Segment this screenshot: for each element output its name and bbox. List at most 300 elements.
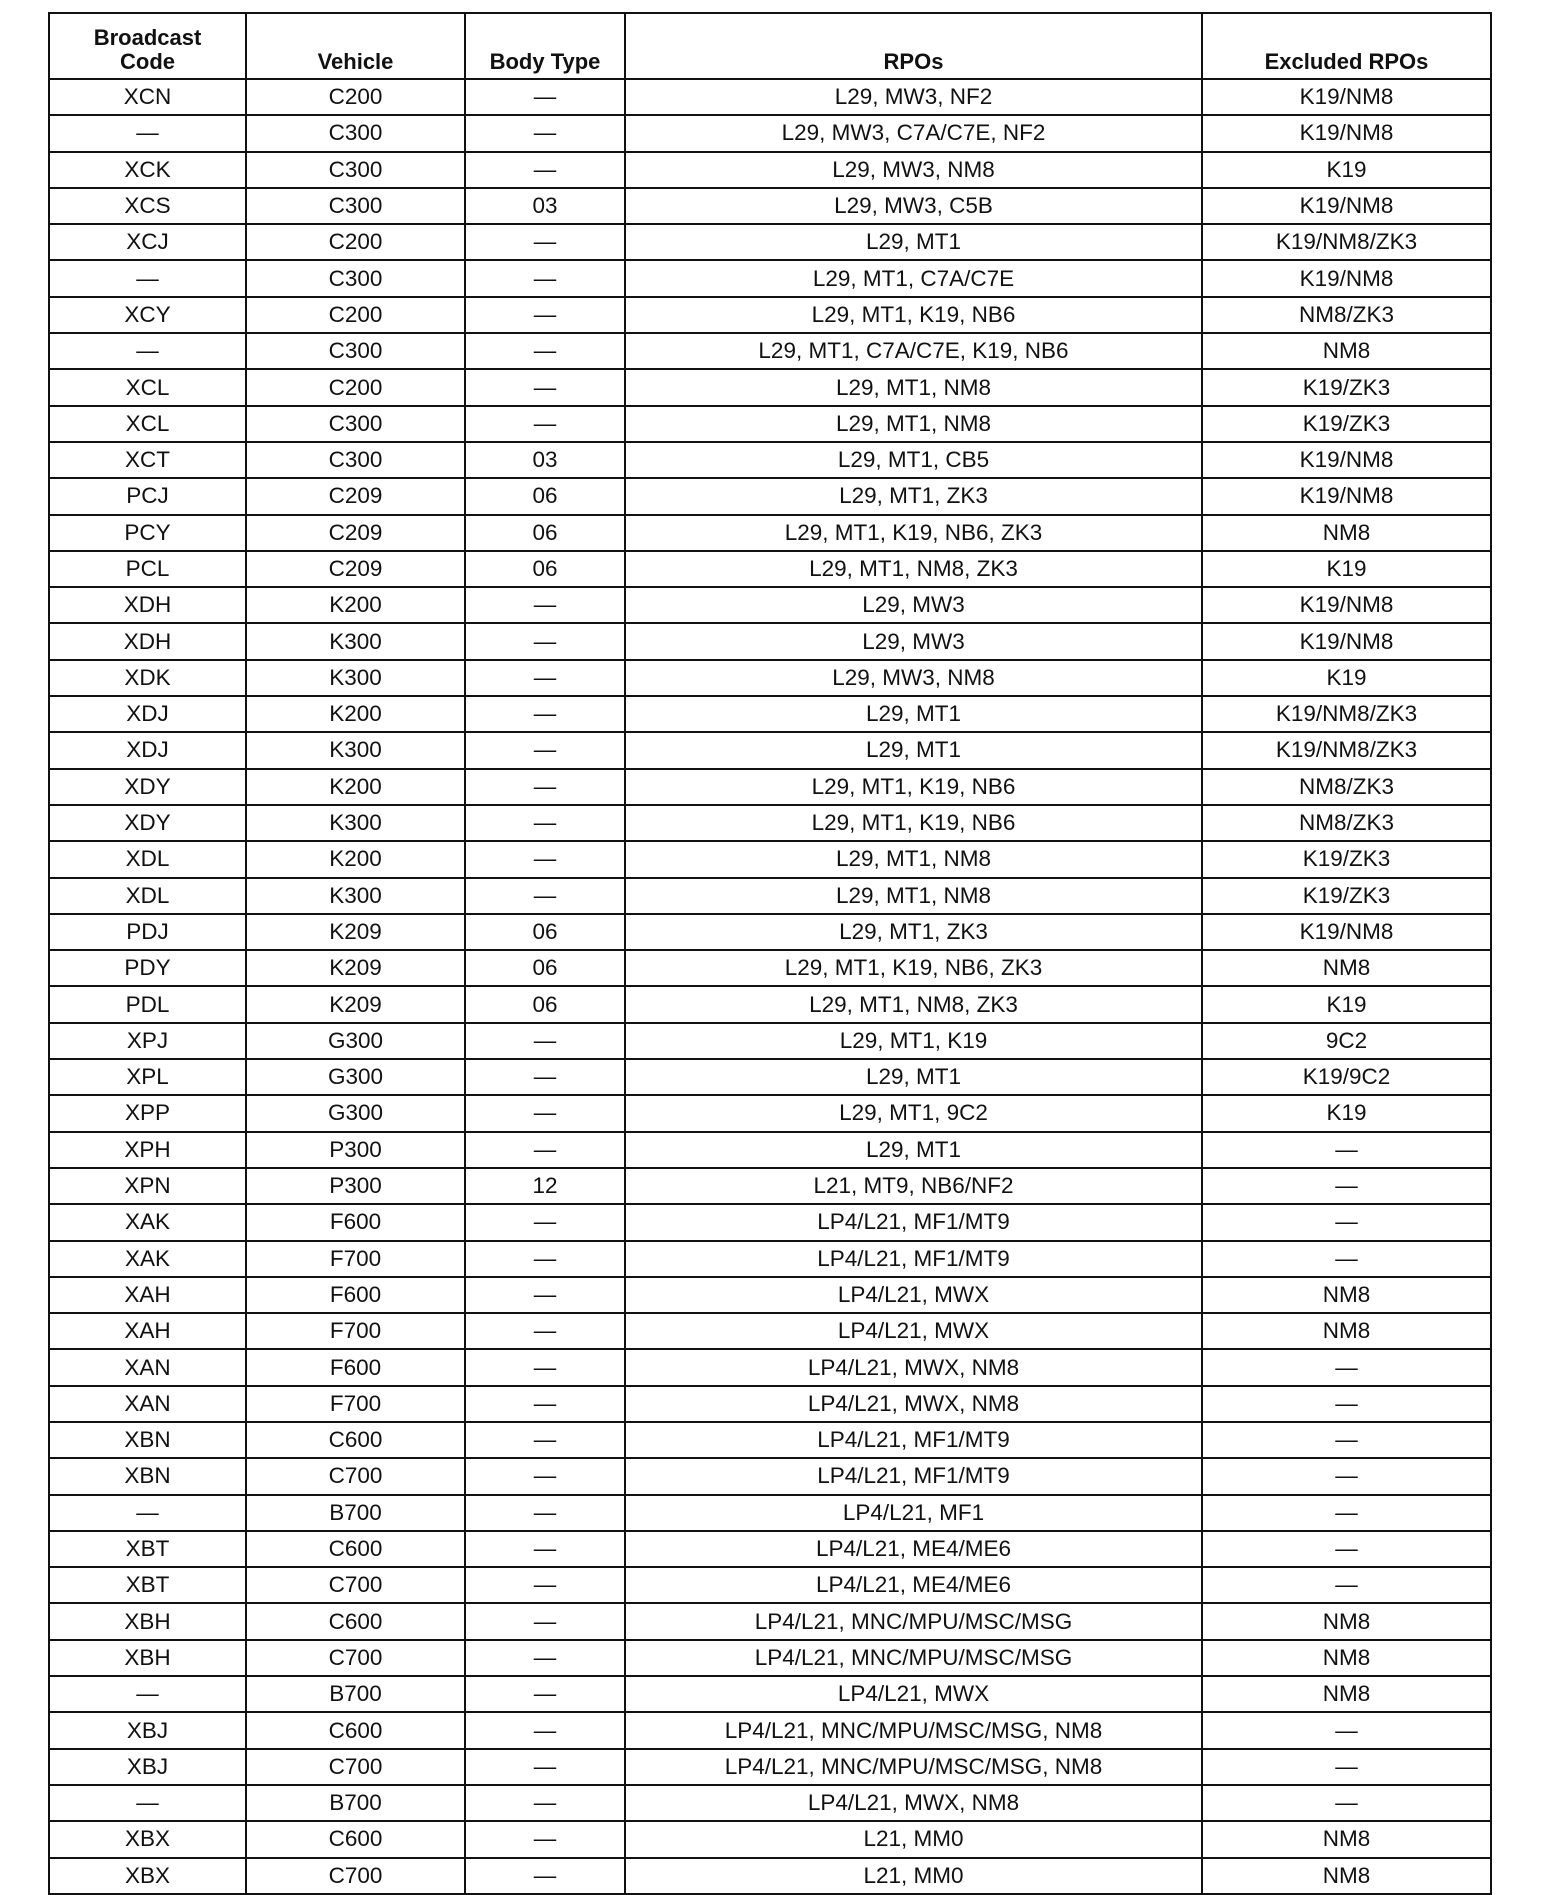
cell-body-type: 06: [465, 986, 625, 1022]
cell-excluded-rpos: —: [1202, 1349, 1491, 1385]
cell-body-type: —: [465, 152, 625, 188]
table-row: [49, 442, 1491, 478]
table-row: [49, 406, 1491, 442]
cell-body-type: 06: [465, 515, 625, 551]
cell-excluded-rpos: —: [1202, 1495, 1491, 1531]
cell-broadcast-code: —: [49, 115, 246, 151]
cell-broadcast-code: XBX: [49, 1858, 246, 1894]
cell-rpos: LP4/L21, MF1: [625, 1495, 1202, 1531]
cell-rpos: L29, MT1, NM8: [625, 841, 1202, 877]
cell-broadcast-code: —: [49, 1676, 246, 1712]
cell-excluded-rpos: NM8: [1202, 1821, 1491, 1857]
cell-vehicle: F600: [246, 1277, 465, 1313]
table-row: [49, 1168, 1491, 1204]
cell-vehicle: G300: [246, 1059, 465, 1095]
table-row: [49, 1531, 1491, 1567]
cell-broadcast-code: XAK: [49, 1204, 246, 1240]
cell-broadcast-code: —: [49, 1785, 246, 1821]
cell-excluded-rpos: —: [1202, 1458, 1491, 1494]
cell-body-type: —: [465, 623, 625, 659]
cell-excluded-rpos: K19/NM8/ZK3: [1202, 696, 1491, 732]
table-body: [49, 79, 1491, 1894]
cell-body-type: —: [465, 1132, 625, 1168]
cell-body-type: —: [465, 1241, 625, 1277]
cell-excluded-rpos: K19/NM8/ZK3: [1202, 732, 1491, 768]
cell-rpos: LP4/L21, MWX: [625, 1313, 1202, 1349]
cell-rpos: L29, MT1: [625, 732, 1202, 768]
cell-vehicle: G300: [246, 1095, 465, 1131]
cell-broadcast-code: XAH: [49, 1313, 246, 1349]
cell-excluded-rpos: —: [1202, 1204, 1491, 1240]
cell-body-type: —: [465, 1313, 625, 1349]
cell-broadcast-code: XDH: [49, 587, 246, 623]
cell-rpos: L29, MW3: [625, 587, 1202, 623]
cell-body-type: —: [465, 769, 625, 805]
cell-broadcast-code: XCJ: [49, 224, 246, 260]
cell-excluded-rpos: NM8: [1202, 1313, 1491, 1349]
table-row: [49, 587, 1491, 623]
cell-rpos: L29, MT1, NM8, ZK3: [625, 551, 1202, 587]
cell-vehicle: C300: [246, 442, 465, 478]
header-excluded-rpos: Excluded RPOs: [1202, 13, 1491, 79]
cell-excluded-rpos: K19/ZK3: [1202, 841, 1491, 877]
table-row: [49, 841, 1491, 877]
cell-excluded-rpos: NM8: [1202, 1676, 1491, 1712]
cell-vehicle: C700: [246, 1567, 465, 1603]
cell-rpos: LP4/L21, ME4/ME6: [625, 1531, 1202, 1567]
table-row: [49, 152, 1491, 188]
cell-vehicle: C200: [246, 297, 465, 333]
cell-vehicle: C700: [246, 1640, 465, 1676]
cell-rpos: L29, MW3: [625, 623, 1202, 659]
cell-body-type: —: [465, 1458, 625, 1494]
cell-excluded-rpos: —: [1202, 1567, 1491, 1603]
cell-body-type: —: [465, 1712, 625, 1748]
cell-vehicle: C200: [246, 369, 465, 405]
cell-excluded-rpos: K19/NM8: [1202, 442, 1491, 478]
cell-vehicle: K209: [246, 986, 465, 1022]
cell-body-type: —: [465, 1495, 625, 1531]
table-row: [49, 623, 1491, 659]
cell-body-type: —: [465, 297, 625, 333]
cell-excluded-rpos: —: [1202, 1422, 1491, 1458]
cell-broadcast-code: XCS: [49, 188, 246, 224]
cell-body-type: —: [465, 1785, 625, 1821]
cell-broadcast-code: XDY: [49, 769, 246, 805]
cell-body-type: —: [465, 260, 625, 296]
rpo-table: [48, 12, 1492, 1895]
cell-vehicle: C600: [246, 1531, 465, 1567]
cell-rpos: L29, MT1, ZK3: [625, 478, 1202, 514]
cell-rpos: L21, MM0: [625, 1858, 1202, 1894]
cell-vehicle: C209: [246, 515, 465, 551]
cell-rpos: L29, MT1, K19: [625, 1023, 1202, 1059]
cell-excluded-rpos: K19/ZK3: [1202, 406, 1491, 442]
cell-broadcast-code: XCL: [49, 406, 246, 442]
cell-broadcast-code: XBJ: [49, 1712, 246, 1748]
cell-vehicle: C600: [246, 1603, 465, 1639]
cell-body-type: —: [465, 224, 625, 260]
header-body-type: Body Type: [465, 13, 625, 79]
cell-excluded-rpos: —: [1202, 1132, 1491, 1168]
cell-vehicle: K300: [246, 623, 465, 659]
cell-body-type: —: [465, 1676, 625, 1712]
cell-vehicle: K200: [246, 696, 465, 732]
cell-excluded-rpos: —: [1202, 1749, 1491, 1785]
cell-rpos: L21, MT9, NB6/NF2: [625, 1168, 1202, 1204]
cell-broadcast-code: XBJ: [49, 1749, 246, 1785]
cell-excluded-rpos: K19: [1202, 1095, 1491, 1131]
cell-body-type: —: [465, 1023, 625, 1059]
cell-excluded-rpos: NM8/ZK3: [1202, 297, 1491, 333]
cell-broadcast-code: XAN: [49, 1386, 246, 1422]
cell-body-type: 03: [465, 188, 625, 224]
table-row: [49, 551, 1491, 587]
table-row: [49, 1458, 1491, 1494]
cell-excluded-rpos: K19/NM8: [1202, 478, 1491, 514]
cell-broadcast-code: XBX: [49, 1821, 246, 1857]
cell-excluded-rpos: —: [1202, 1712, 1491, 1748]
cell-rpos: LP4/L21, MWX, NM8: [625, 1785, 1202, 1821]
cell-body-type: 06: [465, 950, 625, 986]
cell-excluded-rpos: —: [1202, 1531, 1491, 1567]
cell-broadcast-code: PCJ: [49, 478, 246, 514]
cell-vehicle: K209: [246, 950, 465, 986]
cell-broadcast-code: XPH: [49, 1132, 246, 1168]
cell-excluded-rpos: NM8/ZK3: [1202, 805, 1491, 841]
cell-rpos: L21, MM0: [625, 1821, 1202, 1857]
cell-rpos: L29, MT1, ZK3: [625, 914, 1202, 950]
table-row: [49, 986, 1491, 1022]
cell-excluded-rpos: K19/NM8/ZK3: [1202, 224, 1491, 260]
cell-excluded-rpos: NM8: [1202, 1640, 1491, 1676]
cell-vehicle: B700: [246, 1676, 465, 1712]
cell-body-type: —: [465, 1858, 625, 1894]
cell-broadcast-code: PDY: [49, 950, 246, 986]
table-row: [49, 1495, 1491, 1531]
cell-broadcast-code: XDH: [49, 623, 246, 659]
cell-rpos: L29, MT1, C7A/C7E: [625, 260, 1202, 296]
header-broadcast-code: Broadcast Code: [49, 13, 246, 79]
table-row: [49, 950, 1491, 986]
header-row: [49, 13, 1491, 79]
table-row: [49, 297, 1491, 333]
cell-vehicle: C200: [246, 79, 465, 115]
cell-body-type: —: [465, 1277, 625, 1313]
cell-body-type: 06: [465, 551, 625, 587]
cell-body-type: —: [465, 333, 625, 369]
table-row: [49, 1603, 1491, 1639]
cell-excluded-rpos: —: [1202, 1241, 1491, 1277]
table-row: [49, 1422, 1491, 1458]
cell-broadcast-code: XDL: [49, 841, 246, 877]
cell-vehicle: F700: [246, 1313, 465, 1349]
cell-excluded-rpos: K19: [1202, 986, 1491, 1022]
cell-rpos: L29, MT1, K19, NB6: [625, 805, 1202, 841]
table-row: [49, 115, 1491, 151]
table-row: [49, 1567, 1491, 1603]
table-row: [49, 1059, 1491, 1095]
table-row: [49, 1821, 1491, 1857]
cell-broadcast-code: XCY: [49, 297, 246, 333]
cell-broadcast-code: XBH: [49, 1603, 246, 1639]
cell-vehicle: C300: [246, 152, 465, 188]
cell-rpos: L29, MT1: [625, 1059, 1202, 1095]
table-row: [49, 1277, 1491, 1313]
table-row: [49, 1785, 1491, 1821]
cell-vehicle: B700: [246, 1495, 465, 1531]
cell-excluded-rpos: 9C2: [1202, 1023, 1491, 1059]
cell-body-type: —: [465, 1059, 625, 1095]
cell-vehicle: C600: [246, 1821, 465, 1857]
cell-body-type: 06: [465, 914, 625, 950]
cell-broadcast-code: PDJ: [49, 914, 246, 950]
cell-broadcast-code: XBT: [49, 1531, 246, 1567]
cell-rpos: L29, MT1, K19, NB6: [625, 769, 1202, 805]
cell-rpos: L29, MT1, K19, NB6, ZK3: [625, 515, 1202, 551]
cell-rpos: L29, MW3, NM8: [625, 152, 1202, 188]
cell-body-type: 03: [465, 442, 625, 478]
cell-body-type: —: [465, 406, 625, 442]
cell-vehicle: C209: [246, 551, 465, 587]
cell-body-type: —: [465, 1640, 625, 1676]
cell-rpos: LP4/L21, MF1/MT9: [625, 1204, 1202, 1240]
table-row: [49, 878, 1491, 914]
table-row: [49, 1386, 1491, 1422]
cell-excluded-rpos: K19/ZK3: [1202, 878, 1491, 914]
cell-rpos: L29, MT1, K19, NB6, ZK3: [625, 950, 1202, 986]
cell-body-type: —: [465, 1749, 625, 1785]
cell-vehicle: G300: [246, 1023, 465, 1059]
cell-vehicle: P300: [246, 1168, 465, 1204]
cell-excluded-rpos: K19/NM8: [1202, 623, 1491, 659]
cell-broadcast-code: XDL: [49, 878, 246, 914]
cell-body-type: —: [465, 369, 625, 405]
cell-vehicle: F700: [246, 1241, 465, 1277]
cell-excluded-rpos: K19: [1202, 152, 1491, 188]
table-header: [49, 13, 1491, 79]
header-rpos: RPOs: [625, 13, 1202, 79]
cell-rpos: L29, MW3, C7A/C7E, NF2: [625, 115, 1202, 151]
cell-excluded-rpos: NM8/ZK3: [1202, 769, 1491, 805]
cell-body-type: —: [465, 1821, 625, 1857]
cell-broadcast-code: XBN: [49, 1458, 246, 1494]
table-row: [49, 1640, 1491, 1676]
cell-broadcast-code: XAH: [49, 1277, 246, 1313]
cell-vehicle: C600: [246, 1422, 465, 1458]
cell-rpos: LP4/L21, MWX: [625, 1277, 1202, 1313]
cell-rpos: LP4/L21, MWX, NM8: [625, 1386, 1202, 1422]
cell-rpos: LP4/L21, MWX, NM8: [625, 1349, 1202, 1385]
cell-body-type: —: [465, 1422, 625, 1458]
cell-body-type: —: [465, 115, 625, 151]
cell-excluded-rpos: K19/ZK3: [1202, 369, 1491, 405]
cell-broadcast-code: XDK: [49, 660, 246, 696]
cell-excluded-rpos: NM8: [1202, 515, 1491, 551]
cell-excluded-rpos: K19/NM8: [1202, 115, 1491, 151]
table-row: [49, 1241, 1491, 1277]
cell-rpos: LP4/L21, MF1/MT9: [625, 1458, 1202, 1494]
cell-rpos: LP4/L21, MF1/MT9: [625, 1422, 1202, 1458]
cell-excluded-rpos: K19: [1202, 660, 1491, 696]
cell-body-type: 06: [465, 478, 625, 514]
cell-excluded-rpos: K19/NM8: [1202, 587, 1491, 623]
rpo-table-sheet: [48, 12, 1490, 1895]
cell-body-type: —: [465, 1531, 625, 1567]
cell-vehicle: C200: [246, 224, 465, 260]
cell-broadcast-code: PDL: [49, 986, 246, 1022]
cell-rpos: L29, MT1, CB5: [625, 442, 1202, 478]
cell-excluded-rpos: NM8: [1202, 1858, 1491, 1894]
cell-rpos: L29, MT1: [625, 224, 1202, 260]
table-row: [49, 732, 1491, 768]
cell-excluded-rpos: K19/9C2: [1202, 1059, 1491, 1095]
cell-body-type: —: [465, 1095, 625, 1131]
table-row: [49, 1858, 1491, 1894]
cell-rpos: LP4/L21, MNC/MPU/MSC/MSG, NM8: [625, 1712, 1202, 1748]
cell-vehicle: C300: [246, 115, 465, 151]
table-row: [49, 769, 1491, 805]
cell-body-type: —: [465, 841, 625, 877]
table-row: [49, 478, 1491, 514]
cell-rpos: L29, MT1, NM8: [625, 369, 1202, 405]
table-row: [49, 914, 1491, 950]
cell-vehicle: K200: [246, 841, 465, 877]
cell-body-type: —: [465, 660, 625, 696]
cell-vehicle: K200: [246, 769, 465, 805]
table-row: [49, 1712, 1491, 1748]
cell-body-type: —: [465, 1603, 625, 1639]
cell-vehicle: K300: [246, 732, 465, 768]
cell-broadcast-code: —: [49, 1495, 246, 1531]
table-row: [49, 188, 1491, 224]
cell-rpos: L29, MT1: [625, 696, 1202, 732]
cell-broadcast-code: XPJ: [49, 1023, 246, 1059]
cell-vehicle: F700: [246, 1386, 465, 1422]
cell-rpos: L29, MT1, C7A/C7E, K19, NB6: [625, 333, 1202, 369]
cell-rpos: LP4/L21, MNC/MPU/MSC/MSG: [625, 1640, 1202, 1676]
cell-broadcast-code: XCN: [49, 79, 246, 115]
cell-rpos: LP4/L21, ME4/ME6: [625, 1567, 1202, 1603]
cell-rpos: LP4/L21, MNC/MPU/MSC/MSG: [625, 1603, 1202, 1639]
cell-excluded-rpos: NM8: [1202, 1603, 1491, 1639]
cell-excluded-rpos: K19/NM8: [1202, 260, 1491, 296]
cell-vehicle: C700: [246, 1458, 465, 1494]
cell-vehicle: B700: [246, 1785, 465, 1821]
cell-body-type: —: [465, 1349, 625, 1385]
cell-broadcast-code: XBT: [49, 1567, 246, 1603]
cell-vehicle: C700: [246, 1858, 465, 1894]
cell-rpos: LP4/L21, MWX: [625, 1676, 1202, 1712]
cell-rpos: L29, MW3, NF2: [625, 79, 1202, 115]
cell-broadcast-code: PCL: [49, 551, 246, 587]
table-row: [49, 1095, 1491, 1131]
cell-rpos: L29, MT1, 9C2: [625, 1095, 1202, 1131]
cell-vehicle: C300: [246, 260, 465, 296]
cell-excluded-rpos: NM8: [1202, 333, 1491, 369]
table-row: [49, 1132, 1491, 1168]
cell-vehicle: F600: [246, 1349, 465, 1385]
cell-rpos: LP4/L21, MF1/MT9: [625, 1241, 1202, 1277]
cell-broadcast-code: XPL: [49, 1059, 246, 1095]
cell-broadcast-code: XDY: [49, 805, 246, 841]
cell-vehicle: C300: [246, 333, 465, 369]
table-row: [49, 1313, 1491, 1349]
cell-vehicle: K200: [246, 587, 465, 623]
cell-broadcast-code: XDJ: [49, 732, 246, 768]
cell-excluded-rpos: K19/NM8: [1202, 79, 1491, 115]
table-row: [49, 515, 1491, 551]
cell-body-type: —: [465, 696, 625, 732]
cell-vehicle: P300: [246, 1132, 465, 1168]
cell-vehicle: K300: [246, 660, 465, 696]
cell-vehicle: K300: [246, 805, 465, 841]
table-row: [49, 1023, 1491, 1059]
cell-broadcast-code: XPP: [49, 1095, 246, 1131]
table-row: [49, 1749, 1491, 1785]
table-row: [49, 660, 1491, 696]
cell-broadcast-code: XCT: [49, 442, 246, 478]
table-row: [49, 1204, 1491, 1240]
cell-vehicle: C600: [246, 1712, 465, 1748]
cell-rpos: L29, MT1, NM8: [625, 406, 1202, 442]
cell-excluded-rpos: K19/NM8: [1202, 914, 1491, 950]
cell-vehicle: K300: [246, 878, 465, 914]
cell-body-type: —: [465, 587, 625, 623]
cell-excluded-rpos: K19/NM8: [1202, 188, 1491, 224]
cell-broadcast-code: XCK: [49, 152, 246, 188]
cell-vehicle: C300: [246, 188, 465, 224]
cell-vehicle: C300: [246, 406, 465, 442]
cell-broadcast-code: XPN: [49, 1168, 246, 1204]
cell-body-type: —: [465, 732, 625, 768]
cell-excluded-rpos: —: [1202, 1168, 1491, 1204]
cell-rpos: L29, MT1, NM8, ZK3: [625, 986, 1202, 1022]
cell-broadcast-code: XDJ: [49, 696, 246, 732]
table-row: [49, 224, 1491, 260]
cell-broadcast-code: —: [49, 260, 246, 296]
cell-rpos: L29, MW3, NM8: [625, 660, 1202, 696]
cell-broadcast-code: XBH: [49, 1640, 246, 1676]
table-row: [49, 805, 1491, 841]
table-row: [49, 79, 1491, 115]
cell-body-type: —: [465, 1204, 625, 1240]
cell-excluded-rpos: —: [1202, 1386, 1491, 1422]
cell-vehicle: C209: [246, 478, 465, 514]
header-vehicle: Vehicle: [246, 13, 465, 79]
cell-rpos: L29, MT1, K19, NB6: [625, 297, 1202, 333]
cell-body-type: —: [465, 805, 625, 841]
table-row: [49, 696, 1491, 732]
cell-broadcast-code: XCL: [49, 369, 246, 405]
cell-excluded-rpos: K19: [1202, 551, 1491, 587]
cell-rpos: L29, MT1, NM8: [625, 878, 1202, 914]
table-row: [49, 369, 1491, 405]
cell-rpos: LP4/L21, MNC/MPU/MSC/MSG, NM8: [625, 1749, 1202, 1785]
table-row: [49, 1349, 1491, 1385]
cell-body-type: 12: [465, 1168, 625, 1204]
cell-vehicle: K209: [246, 914, 465, 950]
cell-body-type: —: [465, 1386, 625, 1422]
cell-excluded-rpos: NM8: [1202, 1277, 1491, 1313]
cell-rpos: L29, MW3, C5B: [625, 188, 1202, 224]
cell-broadcast-code: PCY: [49, 515, 246, 551]
cell-body-type: —: [465, 878, 625, 914]
cell-vehicle: C700: [246, 1749, 465, 1785]
cell-broadcast-code: XAN: [49, 1349, 246, 1385]
table-row: [49, 333, 1491, 369]
table-row: [49, 260, 1491, 296]
